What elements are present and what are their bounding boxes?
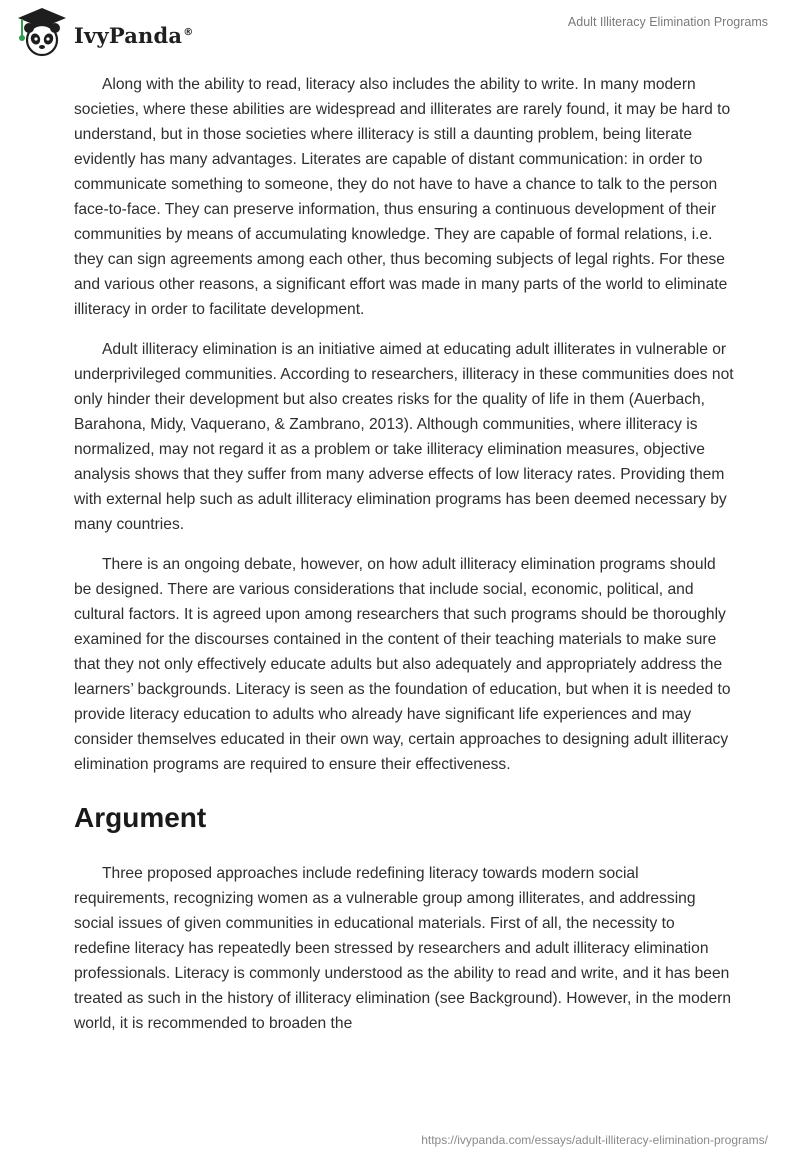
panda-graduation-cap-icon <box>14 6 70 58</box>
brand-name: IvyPanda® <box>74 22 194 48</box>
running-title: Adult Illiteracy Elimination Programs <box>567 15 768 29</box>
essay-body <box>74 72 734 1051</box>
section-heading: Argument <box>74 802 207 833</box>
paragraph: Along with the ability to read, literacy also includes the ability to write. In many modern societies, where these abilities are widespread and illiterates are rarely found, it may be hard to understand, but in those societies where illiteracy is still a daunting problem, being literate evidently has many advantages. Literates are capable of distant communication: in order to communicate something to someone, they do not have to have a chance to talk to the person face-to-face. They can preserve information, thus ensuring a continuous development of their communities by means of accumulating knowledge. They are capable of formal relations, i.e. they can sign agreements among each other, thus becoming subjects of legal rights. For these and various other reasons, a significant effort was made in many parts of the world to eliminate illiteracy in order to facilitate development. <box>74 76 731 318</box>
paragraph: Three proposed approaches include redefining literacy towards modern social requirements, recognizing women as a vulnerable group among illiterates, and addressing social issues of given communities in educational materials. First of all, the necessity to redefine literacy has repeatedly been stressed by researchers and adult illiteracy elimination professionals. Literacy is commonly understood as the ability to read and write, and it has been treated as such in the history of illiteracy elimination (see Background). However, in the modern world, it is recommended to broaden the <box>74 865 731 1032</box>
paragraph: There is an ongoing debate, however, on how adult illiteracy elimination programs should be designed. There are various considerations that include social, economic, political, and cultural factors. It is agreed upon among researchers that such programs should be thoroughly examined for the discourses contained in the content of their teaching materials to make sure that they not only effectively educate adults but also adequately and appropriately address the learners’ backgrounds. Literacy is seen as the foundation of education, but when it is needed to provide literacy education to adults who already have significant life experiences and may consider themselves educated in their own way, certain approaches to designing adult illiteracy elimination programs are required to ensure their effectiveness. <box>74 556 731 773</box>
brand-logo[interactable] <box>14 6 193 58</box>
registered-mark: ® <box>183 26 194 38</box>
paragraph: Adult illiteracy elimination is an initiative aimed at educating adult illiterates in vulnerable or underprivileged communities. According to researchers, illiteracy in these communities does not only hinder their development but also creates risks for the quality of life in them (Auerbach, Barahona, Midy, Vaquerano, & Zambrano, 2013). Although communities, where illiteracy is normalized, may not regard it as a problem or take illiteracy elimination measures, objective analysis shows that they suffer from many adverse effects of low literacy rates. Providing them with external help such as adult illiteracy elimination programs has been deemed necessary by many countries. <box>74 341 734 533</box>
source-url[interactable]: https://ivypanda.com/essays/adult-illiteracy-elimination-programs/ <box>421 1133 768 1147</box>
page-header <box>0 0 800 70</box>
